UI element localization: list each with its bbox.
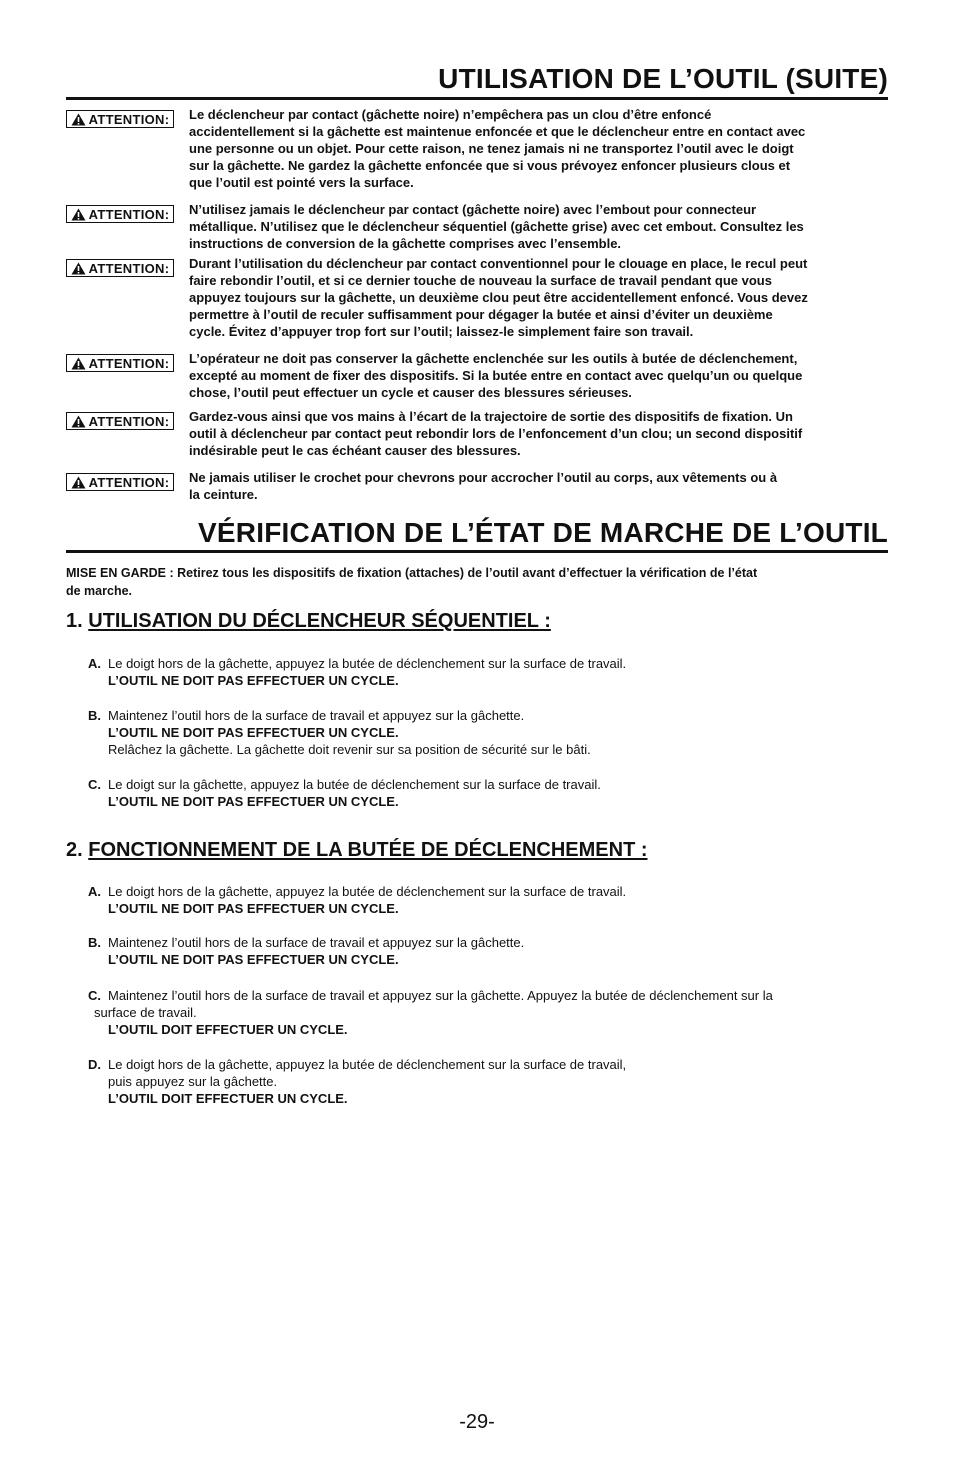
step-text: Le doigt hors de la gâchette, appuyez la butée de déclenchement sur la surface de travail, — [108, 1057, 627, 1072]
page-title: UTILISATION DE L’OUTIL (SUITE) — [438, 63, 888, 94]
step-2d — [88, 1056, 878, 1107]
step-text: Le doigt hors de la gâchette, appuyez la butée de déclenchement sur la surface de travail. — [108, 884, 627, 899]
step-result: L’OUTIL NE DOIT PAS EFFECTUER UN CYCLE. — [108, 673, 399, 688]
step-result: L’OUTIL NE DOIT PAS EFFECTUER UN CYCLE. — [108, 794, 399, 809]
step-extra: Relâchez la gâchette. La gâchette doit revenir sur sa position de sécurité sur le bâti. — [108, 742, 591, 757]
page-number: -29- — [459, 1411, 495, 1433]
step-text-continued: surface de travail. — [94, 1005, 197, 1020]
warning-line: permettre à l’outil de reculer suffisamment pour dégager la butée et ainsi d’éviter un deuxième — [189, 307, 773, 322]
attention-badge — [66, 110, 174, 128]
step-text: Le doigt hors de la gâchette, appuyez la butée de déclenchement sur la surface de travail. — [108, 656, 627, 671]
warning-text — [189, 255, 889, 340]
step-letter: B. — [88, 935, 101, 950]
step-1c — [88, 776, 878, 810]
attention-label: ATTENTION: — [88, 413, 170, 429]
step-letter: B. — [88, 708, 101, 723]
caution-note — [66, 564, 888, 600]
warning-line: la ceinture. — [189, 487, 258, 502]
attention-label: ATTENTION: — [88, 111, 170, 127]
caution-line: de marche. — [66, 584, 133, 598]
step-result: L’OUTIL DOIT EFFECTUER UN CYCLE. — [108, 1091, 348, 1106]
attention-label: ATTENTION: — [88, 260, 170, 276]
step-letter: C. — [88, 988, 101, 1003]
warning-line: Ne jamais utiliser le crochet pour chevrons pour accrocher l’outil au corps, aux vêtements ou à — [189, 470, 778, 485]
step-text: Le doigt sur la gâchette, appuyez la butée de déclenchement sur la surface de travail. — [108, 777, 601, 792]
warning-triangle-icon — [71, 113, 86, 126]
warning-triangle-icon — [71, 415, 86, 428]
step-result: L’OUTIL NE DOIT PAS EFFECTUER UN CYCLE. — [108, 901, 399, 916]
step-text: Maintenez l’outil hors de la surface de travail et appuyez sur la gâchette. — [108, 708, 525, 723]
subsection-title: UTILISATION DU DÉCLENCHEUR SÉQUENTIEL : — [88, 610, 551, 632]
warning-line: excepté au moment de fixer des dispositifs. Si la butée entre en contact avec quelqu’un ou quelque — [189, 368, 803, 383]
warning-triangle-icon — [71, 476, 86, 489]
warning-line: indésirable peut le cas échéant causer des blessures. — [189, 443, 521, 458]
subsection-2-heading — [66, 838, 648, 862]
attention-label: ATTENTION: — [88, 206, 170, 222]
warning-line: une personne ou un objet. Pour cette raison, ne tenez jamais ni ne transportez l’outil avec le doigt — [189, 141, 794, 156]
warning-line: Durant l’utilisation du déclencheur par contact conventionnel pour le clouage en place, le recul peut — [189, 256, 808, 271]
warning-text — [189, 350, 889, 401]
step-2b — [88, 934, 878, 968]
step-2a — [88, 883, 878, 917]
warning-line: Gardez-vous ainsi que vos mains à l’écart de la trajectoire de sortie des dispositifs de fixation. Un — [189, 409, 793, 424]
warning-text — [189, 201, 889, 252]
caution-line: MISE EN GARDE : Retirez tous les dispositifs de fixation (attaches) de l’outil avant d’effectuer la vérification de l’état — [66, 566, 758, 580]
warning-line: chose, l’outil peut effectuer un cycle et causer des blessures sérieuses. — [189, 385, 632, 400]
attention-badge — [66, 259, 174, 277]
warning-text — [189, 408, 889, 459]
subsection-number: 2. — [66, 839, 89, 861]
step-letter: A. — [88, 884, 101, 899]
warning-line: cycle. Évitez d’appuyer trop fort sur l’outil; laissez-le simplement faire son travail. — [189, 324, 694, 339]
subsection-number: 1. — [66, 610, 89, 632]
step-letter: C. — [88, 777, 101, 792]
warning-line: outil à déclencheur par contact peut rebondir lors de l’enfoncement d’un clou; un second dispositif — [189, 426, 803, 441]
warning-triangle-icon — [71, 208, 86, 221]
step-letter: A. — [88, 656, 101, 671]
warning-line: N’utilisez jamais le déclencheur par contact (gâchette noire) avec l’embout pour connecteur — [189, 202, 757, 217]
warning-line: sur la gâchette. Ne gardez la gâchette enfoncée que si vous prévoyez enfoncer plusieurs clous et — [189, 158, 791, 173]
attention-badge — [66, 473, 174, 491]
warning-triangle-icon — [71, 262, 86, 275]
attention-label: ATTENTION: — [88, 474, 170, 490]
step-text: Maintenez l’outil hors de la surface de travail et appuyez sur la gâchette. — [108, 935, 525, 950]
warning-line: L’opérateur ne doit pas conserver la gâchette enclenchée sur les outils à butée de déclenchement, — [189, 351, 798, 366]
warning-line: métallique. N’utilisez que le déclencheur séquentiel (gâchette grise) avec cet embout. Consultez les — [189, 219, 804, 234]
step-text: Maintenez l’outil hors de la surface de travail et appuyez sur la gâchette. Appuyez la butée de déclenchement sur la — [108, 988, 773, 1003]
step-1b — [88, 707, 878, 758]
step-text-continued: puis appuyez sur la gâchette. — [108, 1074, 278, 1089]
warning-line: accidentellement si la gâchette est maintenue enfoncée et que le déclencheur entre en contact avec — [189, 124, 806, 139]
step-letter: D. — [88, 1057, 101, 1072]
step-result: L’OUTIL NE DOIT PAS EFFECTUER UN CYCLE. — [108, 725, 399, 740]
warning-line: Le déclencheur par contact (gâchette noire) n’empêchera pas un clou d’être enfoncé — [189, 107, 712, 122]
step-2c — [88, 987, 878, 1038]
subsection-title: FONCTIONNEMENT DE LA BUTÉE DE DÉCLENCHEMENT : — [88, 839, 648, 861]
warning-text — [189, 469, 889, 503]
warning-triangle-icon — [71, 357, 86, 370]
title-rule — [66, 97, 888, 100]
attention-badge — [66, 354, 174, 372]
warning-line: instructions de conversion de la gâchette comprises avec l’ensemble. — [189, 236, 622, 251]
attention-badge — [66, 205, 174, 223]
subsection-1-heading — [66, 609, 551, 633]
warning-text — [189, 106, 889, 191]
attention-badge — [66, 412, 174, 430]
step-result: L’OUTIL NE DOIT PAS EFFECTUER UN CYCLE. — [108, 952, 399, 967]
section-title: VÉRIFICATION DE L’ÉTAT DE MARCHE DE L’OUTIL — [198, 517, 888, 548]
section-rule — [66, 550, 888, 553]
warning-line: que l’outil est pointé vers la surface. — [189, 175, 414, 190]
step-1a — [88, 655, 878, 689]
warning-line: appuyez toujours sur la gâchette, un deuxième clou peut être accidentellement enfoncé. Vous devez — [189, 290, 808, 305]
warning-line: faire rebondir l’outil, et si ce dernier touche de nouveau la surface de travail pendant que vous — [189, 273, 772, 288]
attention-label: ATTENTION: — [88, 355, 170, 371]
step-result: L’OUTIL DOIT EFFECTUER UN CYCLE. — [108, 1022, 348, 1037]
